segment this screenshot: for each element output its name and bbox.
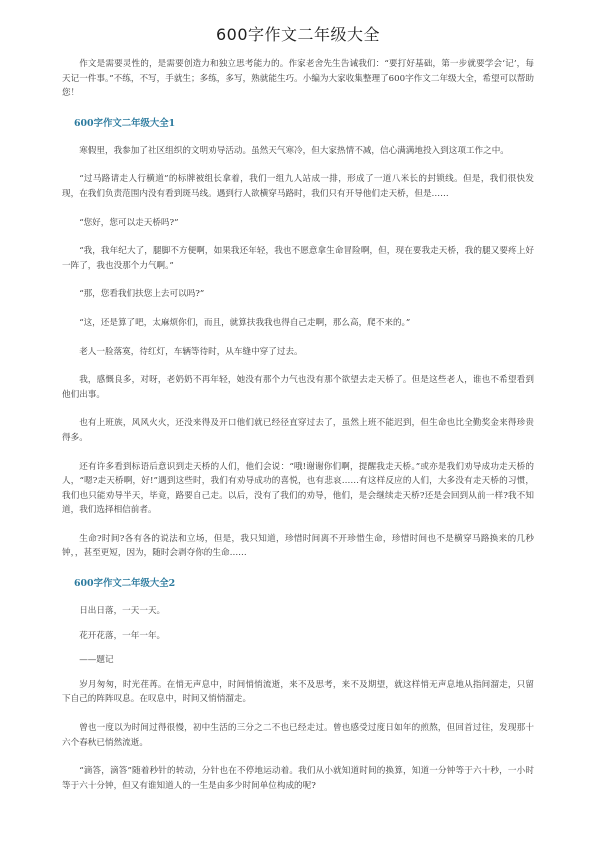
intro-paragraph: 作文是需要灵性的，是需要创造力和独立思考能力的。作家老舍先生告诫我们：“要打好基础，第一步就要学会‘记’，每天记一件事。”不练，不写，手就生；多练，多写，熟就能生巧。小编为大家收集整理了600字作文二年级大全，希望可以帮助您！ <box>62 59 534 99</box>
paragraph: 也有上班族，风风火火，还没来得及开口他们就已经径直穿过去了，虽然上班不能迟到，但生命也比全勤奖金来得珍贵得多。 <box>62 418 534 443</box>
paragraph: 花开花落，一年一年。 <box>79 630 166 641</box>
paragraph: 曾也一度以为时间过得很慢，初中生活的三分之二不也已经走过。曾也感受过度日如年的煎熬，但回首过往，发现那十六个春秋已悄然流逝。 <box>62 723 534 748</box>
paragraph: 日出日落，一天一天。 <box>79 606 166 617</box>
paragraph: “我，我年纪大了，腿脚不方便啊，如果我还年轻，我也不愿意拿生命冒险啊，但，现在要我走天桥，我的腿又要疼上好一阵了，我也没那个力气啊。” <box>62 246 534 271</box>
paragraph: 我，感慨良多，对呀，老奶奶不再年轻，她没有那个力气也没有那个欲望去走天桥了。但是这些老人，谁也不希望看到他们出事。 <box>62 375 534 400</box>
paragraph: 还有许多看到标语后意识到走天桥的人们，他们会说：“哦!谢谢你们啊，提醒我走天桥。”或亦是我们劝导成功走天桥的人，“嗯?走天桥啊，好!”遇到这些时，我们有劝导成功的喜悦，也有悲哀……有这样反应的人们，大多没有走天桥的习惯，我们也只能劝导半天，毕竟，路要自己走。以后，没有了我们的劝导，他们，是会继续走天桥?还是会回到从前一样?我不知道，我们选择相信前者。 <box>62 461 534 516</box>
paragraph: “这，还是算了吧，太麻烦你们，而且，就算扶我我也得自己走啊，那么高，爬不来的。” <box>79 317 411 328</box>
paragraph: 老人一脸落寞，待红灯，车辆等待时，从车缝中穿了过去。 <box>79 346 303 357</box>
paragraph: 岁月匆匆，时光荏苒。在悄无声息中，时间悄悄流逝，来不及思考，来不及期望，就这样悄无声息地从指间溜走，只留下自己的阵阵叹息。在叹息中，时间又悄悄溜走。 <box>62 679 534 705</box>
paragraph: “滴答，滴答”随着秒针的转动，分针也在不停地运动着。我们从小就知道时间的换算，知道一分钟等于六十秒，一小时等于六十分钟，但又有谁知道人的一生是由多少时间单位构成的呢? <box>62 766 534 791</box>
paragraph: “过马路请走人行横道”的标牌被组长拿着，我们一组九人站成一排，形成了一道八米长的封锁线。但是，我们很快发现，在我们负责范围内没有看到斑马线。遇到行人欲横穿马路时，我们只有开导他们走天桥，但是…… <box>62 174 534 199</box>
paragraph: 寒假里，我参加了社区组织的文明劝导活动。虽然天气寒冷，但大家热情不减，信心满满地投入到这项工作之中。 <box>79 145 509 156</box>
paragraph: 生命?时间?各有各的说法和立场，但是，我只知道，珍惜时间离不开珍惜生命，珍惜时间也不是横穿马路换来的几秒钟，，甚至更短，因为，随时会剥夺你的生命…… <box>62 533 534 559</box>
paragraph: “您好，您可以走天桥吗?” <box>79 217 179 228</box>
section-1-heading: 600字作文二年级大全1 <box>74 117 176 129</box>
section-2-heading: 600字作文二年级大全2 <box>74 578 176 590</box>
epigraph-attribution: ——题记 <box>79 655 114 666</box>
paragraph: “那，您看我们扶您上去可以吗?” <box>79 289 205 300</box>
page-title: 600字作文二年级大全 <box>215 25 381 44</box>
